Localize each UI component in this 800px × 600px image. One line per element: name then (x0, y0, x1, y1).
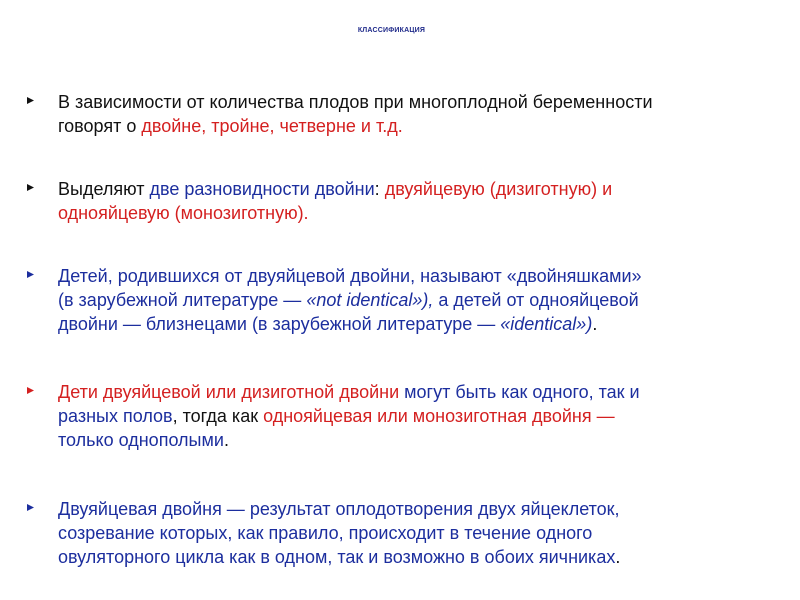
text-segment: двойни — близнецами (в зарубежной литературе — (58, 314, 501, 334)
bullet-text (58, 497, 798, 569)
bullet-text (58, 380, 798, 452)
text-segment: : (374, 179, 385, 199)
text-segment: овуляторного цикла как в одном, так и возможно в обоих яичниках (58, 547, 616, 567)
text-segment: . (615, 547, 621, 567)
bullet-line (58, 545, 798, 569)
bullet-text (58, 264, 798, 336)
text-segment: могут быть как одного, так и (399, 382, 640, 402)
bullet-line (58, 404, 798, 428)
text-segment: однояйцевую (монозиготную). (58, 203, 309, 223)
text-segment: только однополыми (58, 430, 224, 450)
bullet-text (58, 90, 798, 138)
text-segment: Детей, родившихся от двуяйцевой двойни, называют «двойняшками» (58, 266, 642, 286)
text-segment: однояйцевая или монозиготная двойня — (263, 406, 615, 426)
text-segment: «identical») (500, 314, 593, 334)
text-segment: созревание которых, как правило, происходит в течение одного (58, 523, 593, 543)
text-segment: Дети двуяйцевой или дизиготной двойни (58, 382, 400, 402)
text-segment: двойне, тройне, четверне и т.д. (141, 116, 403, 136)
bullet-marker-icon (27, 97, 34, 104)
text-segment: а детей от однояйцевой (433, 290, 639, 310)
bullet-line (58, 114, 798, 138)
bullet-line (58, 521, 798, 545)
text-segment: «not identical»), (306, 290, 434, 310)
text-segment: Выделяют (58, 179, 150, 199)
bullet-marker-icon (27, 504, 34, 511)
bullet-line (58, 380, 798, 404)
bullet-line (58, 312, 798, 336)
bullet-line (58, 497, 798, 521)
bullet-line (58, 177, 798, 201)
text-segment: две разновидности двойни (149, 179, 375, 199)
text-segment: (в зарубежной литературе — (58, 290, 307, 310)
bullet-line (58, 288, 798, 312)
bullet-line (58, 90, 798, 114)
bullet-marker-icon (27, 271, 34, 278)
bullet-line (58, 264, 798, 288)
bullet-line (58, 428, 798, 452)
text-segment: Двуяйцевая двойня — результат оплодотворения двух яйцеклеток, (58, 499, 620, 519)
text-segment: двуяйцевую (дизиготную) и (384, 179, 613, 199)
text-segment: В зависимости от количества плодов при многоплодной беременности (58, 92, 653, 112)
text-segment: . (592, 314, 598, 334)
bullet-marker-icon (27, 387, 34, 394)
text-segment: разных полов (58, 406, 173, 426)
slide-title: КЛАССИФИКАЦИЯ (357, 27, 426, 34)
text-segment: , тогда как (172, 406, 264, 426)
bullet-marker-icon (27, 184, 34, 191)
bullet-line (58, 201, 798, 225)
text-segment: . (223, 430, 229, 450)
bullet-text (58, 177, 798, 225)
text-segment: говорят о (58, 116, 142, 136)
